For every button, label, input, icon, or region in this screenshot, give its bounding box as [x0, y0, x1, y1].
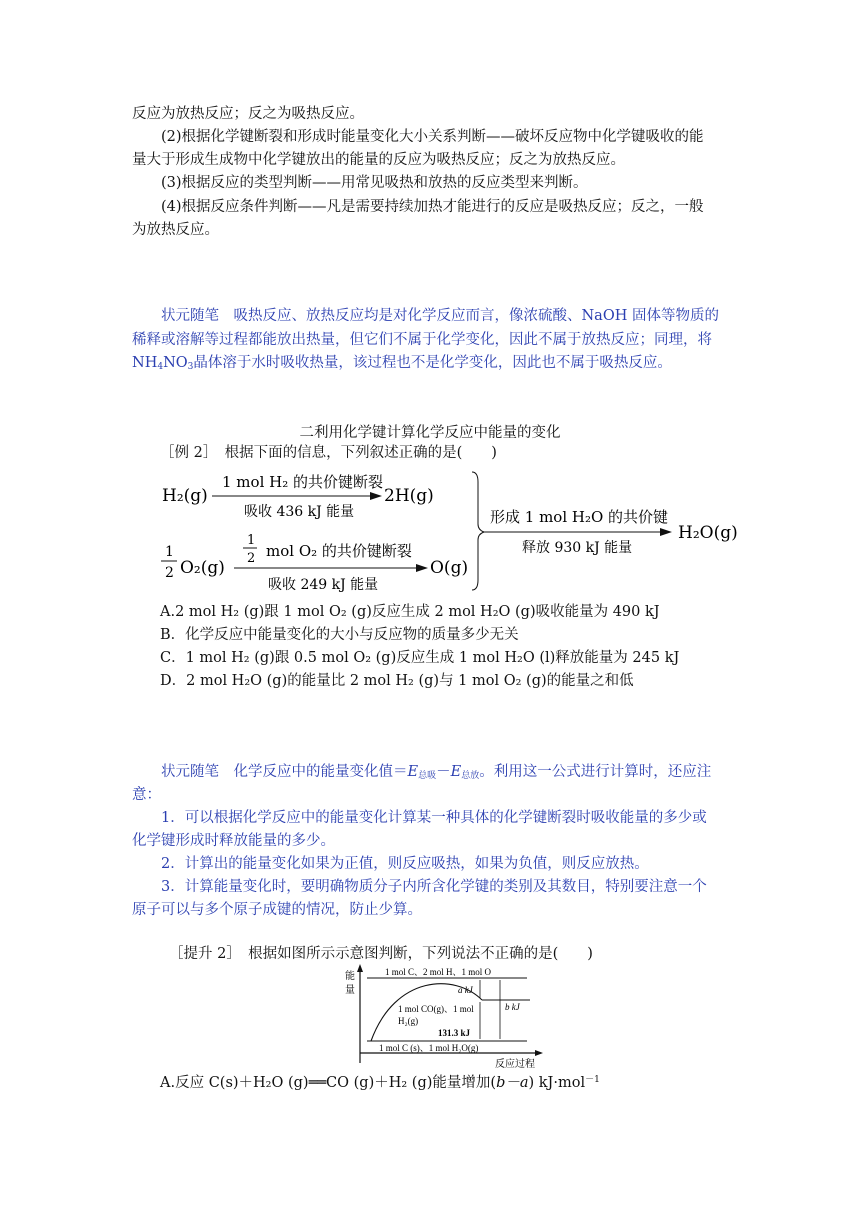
energy-profile-diagram — [345, 963, 545, 1071]
h2o-bond-form-label: 形成 1 mol H₂O 的共价键 — [490, 508, 669, 526]
note-line: 状元随笔 吸热反应、放热反应均是对化学反应而言，像浓硫酸、NaOH 固体等物质的 — [161, 308, 719, 324]
mid-level-label-1: 1 mol CO(g)、1 mol — [398, 1004, 474, 1014]
note-line: 化学键形成时释放能量的多少。 — [132, 833, 335, 849]
bond-energy-diagram — [160, 462, 760, 602]
half-num: 1 — [165, 544, 174, 560]
example-question: ［例 2］ 根据下面的信息，下列叙述正确的是( ) — [160, 445, 497, 461]
o-atom: O(g) — [430, 558, 469, 578]
text-line: (2)根据化学键断裂和形成时能量变化大小关系判断——破坏反应物中化学键吸收的能 — [161, 129, 704, 145]
h-atoms: 2H(g) — [384, 486, 434, 506]
note-line: 原子可以与多个原子成键的情况，防止少算。 — [132, 902, 422, 918]
b-label: b kJ — [505, 1002, 520, 1012]
text-line: 量大于形成生成物中化学键放出的能量的反应为吸热反应；反之为放热反应。 — [132, 152, 625, 168]
h2-reactant: H₂(g) — [162, 486, 208, 506]
h2o-energy-label: 释放 930 kJ 能量 — [522, 540, 633, 556]
note-line: 意： — [132, 787, 161, 803]
text-line: 反应为放热反应；反之为吸热反应。 — [132, 106, 364, 122]
option-d[interactable]: D．2 mol H₂O (g)的能量比 2 mol H₂ (g)与 1 mol O₂ (g)的能量之和低 — [160, 673, 634, 689]
note-line: 1．可以根据化学反应中的能量变化计算某一种具体的化学键断裂时吸收能量的多少或 — [161, 810, 707, 826]
h2o-product: H₂O(g) — [678, 523, 738, 543]
note-line: 稀释或溶解等过程都能放出热量，但它们不属于化学变化，因此不属于放热反应；同理，将 — [132, 332, 712, 348]
top-level-label: 1 mol C、2 mol H、1 mol O — [385, 967, 492, 977]
option-c[interactable]: C．1 mol H₂ (g)跟 0.5 mol O₂ (g)反应生成 1 mol H₂O (l)释放能量为 245 kJ — [160, 650, 680, 666]
note-line: 2．计算出的能量变化如果为正值，则反应吸热，如果为负值，则反应放热。 — [161, 856, 649, 872]
option-b[interactable]: B．化学反应中能量变化的大小与反应物的质量多少无关 — [160, 627, 519, 643]
text-line: (3)根据反应的类型判断——用常见吸热和放热的反应类型来判断。 — [161, 175, 588, 191]
note-line: 状元随笔 化学反应中的能量变化值$=E_{总吸}-E_{总放}$。利用这一公式进行计算时，还应注 — [161, 764, 712, 781]
o2-bond-break-label: mol O₂ 的共价键断裂 — [266, 542, 412, 560]
y-axis-label-1: 能 — [345, 971, 355, 982]
o2-reactant: O₂(g) — [180, 558, 225, 578]
text-line: 为放热反应。 — [132, 222, 219, 238]
y-axis-label-2: 量 — [345, 985, 355, 996]
note-line: $NH_4NO_3$晶体溶于水时吸收热量，该过程也不是化学变化，因此也不属于吸热反应。 — [132, 355, 672, 372]
half-den: 2 — [165, 565, 174, 581]
lift-option-a[interactable]: A.反应 C(s)＋H₂O (g)══CO (g)＋H₂ (g)能量增加(b－a) kJ·mol$^{-1}$ — [160, 1075, 600, 1091]
mid-value-label: 131.3 kJ — [438, 1028, 471, 1038]
h2-energy-label: 吸收 436 kJ 能量 — [244, 504, 355, 520]
o2-energy-label: 吸收 249 kJ 能量 — [268, 577, 379, 593]
h2-bond-break-label: 1 mol H₂ 的共价键断裂 — [222, 473, 383, 491]
note-line: 3．计算能量变化时，要明确物质分子内所含化学键的类别及其数目，特别要注意一个 — [161, 879, 707, 895]
mid-level-label-2: H₂(g) — [398, 1016, 419, 1026]
text-line: (4)根据反应条件判断——凡是需要持续加热才能进行的反应是吸热反应；反之，一般 — [161, 199, 704, 215]
a-label: a kJ — [458, 985, 473, 995]
bottom-level-label: 1 mol C (s)、1 mol H₂O(g) — [379, 1043, 479, 1053]
section-title: 二利用化学键计算化学反应中能量的变化 — [299, 425, 561, 441]
half-num-2: 1 — [247, 533, 256, 548]
option-a[interactable]: A.2 mol H₂ (g)跟 1 mol O₂ (g)反应生成 2 mol H₂O (g)吸收能量为 490 kJ — [160, 604, 660, 620]
half-den-2: 2 — [247, 551, 256, 566]
x-axis-label: 反应过程 — [495, 1059, 535, 1070]
lift-question: ［提升 2］ 根据如图所示示意图判断，下列说法不正确的是( ) — [169, 946, 593, 962]
